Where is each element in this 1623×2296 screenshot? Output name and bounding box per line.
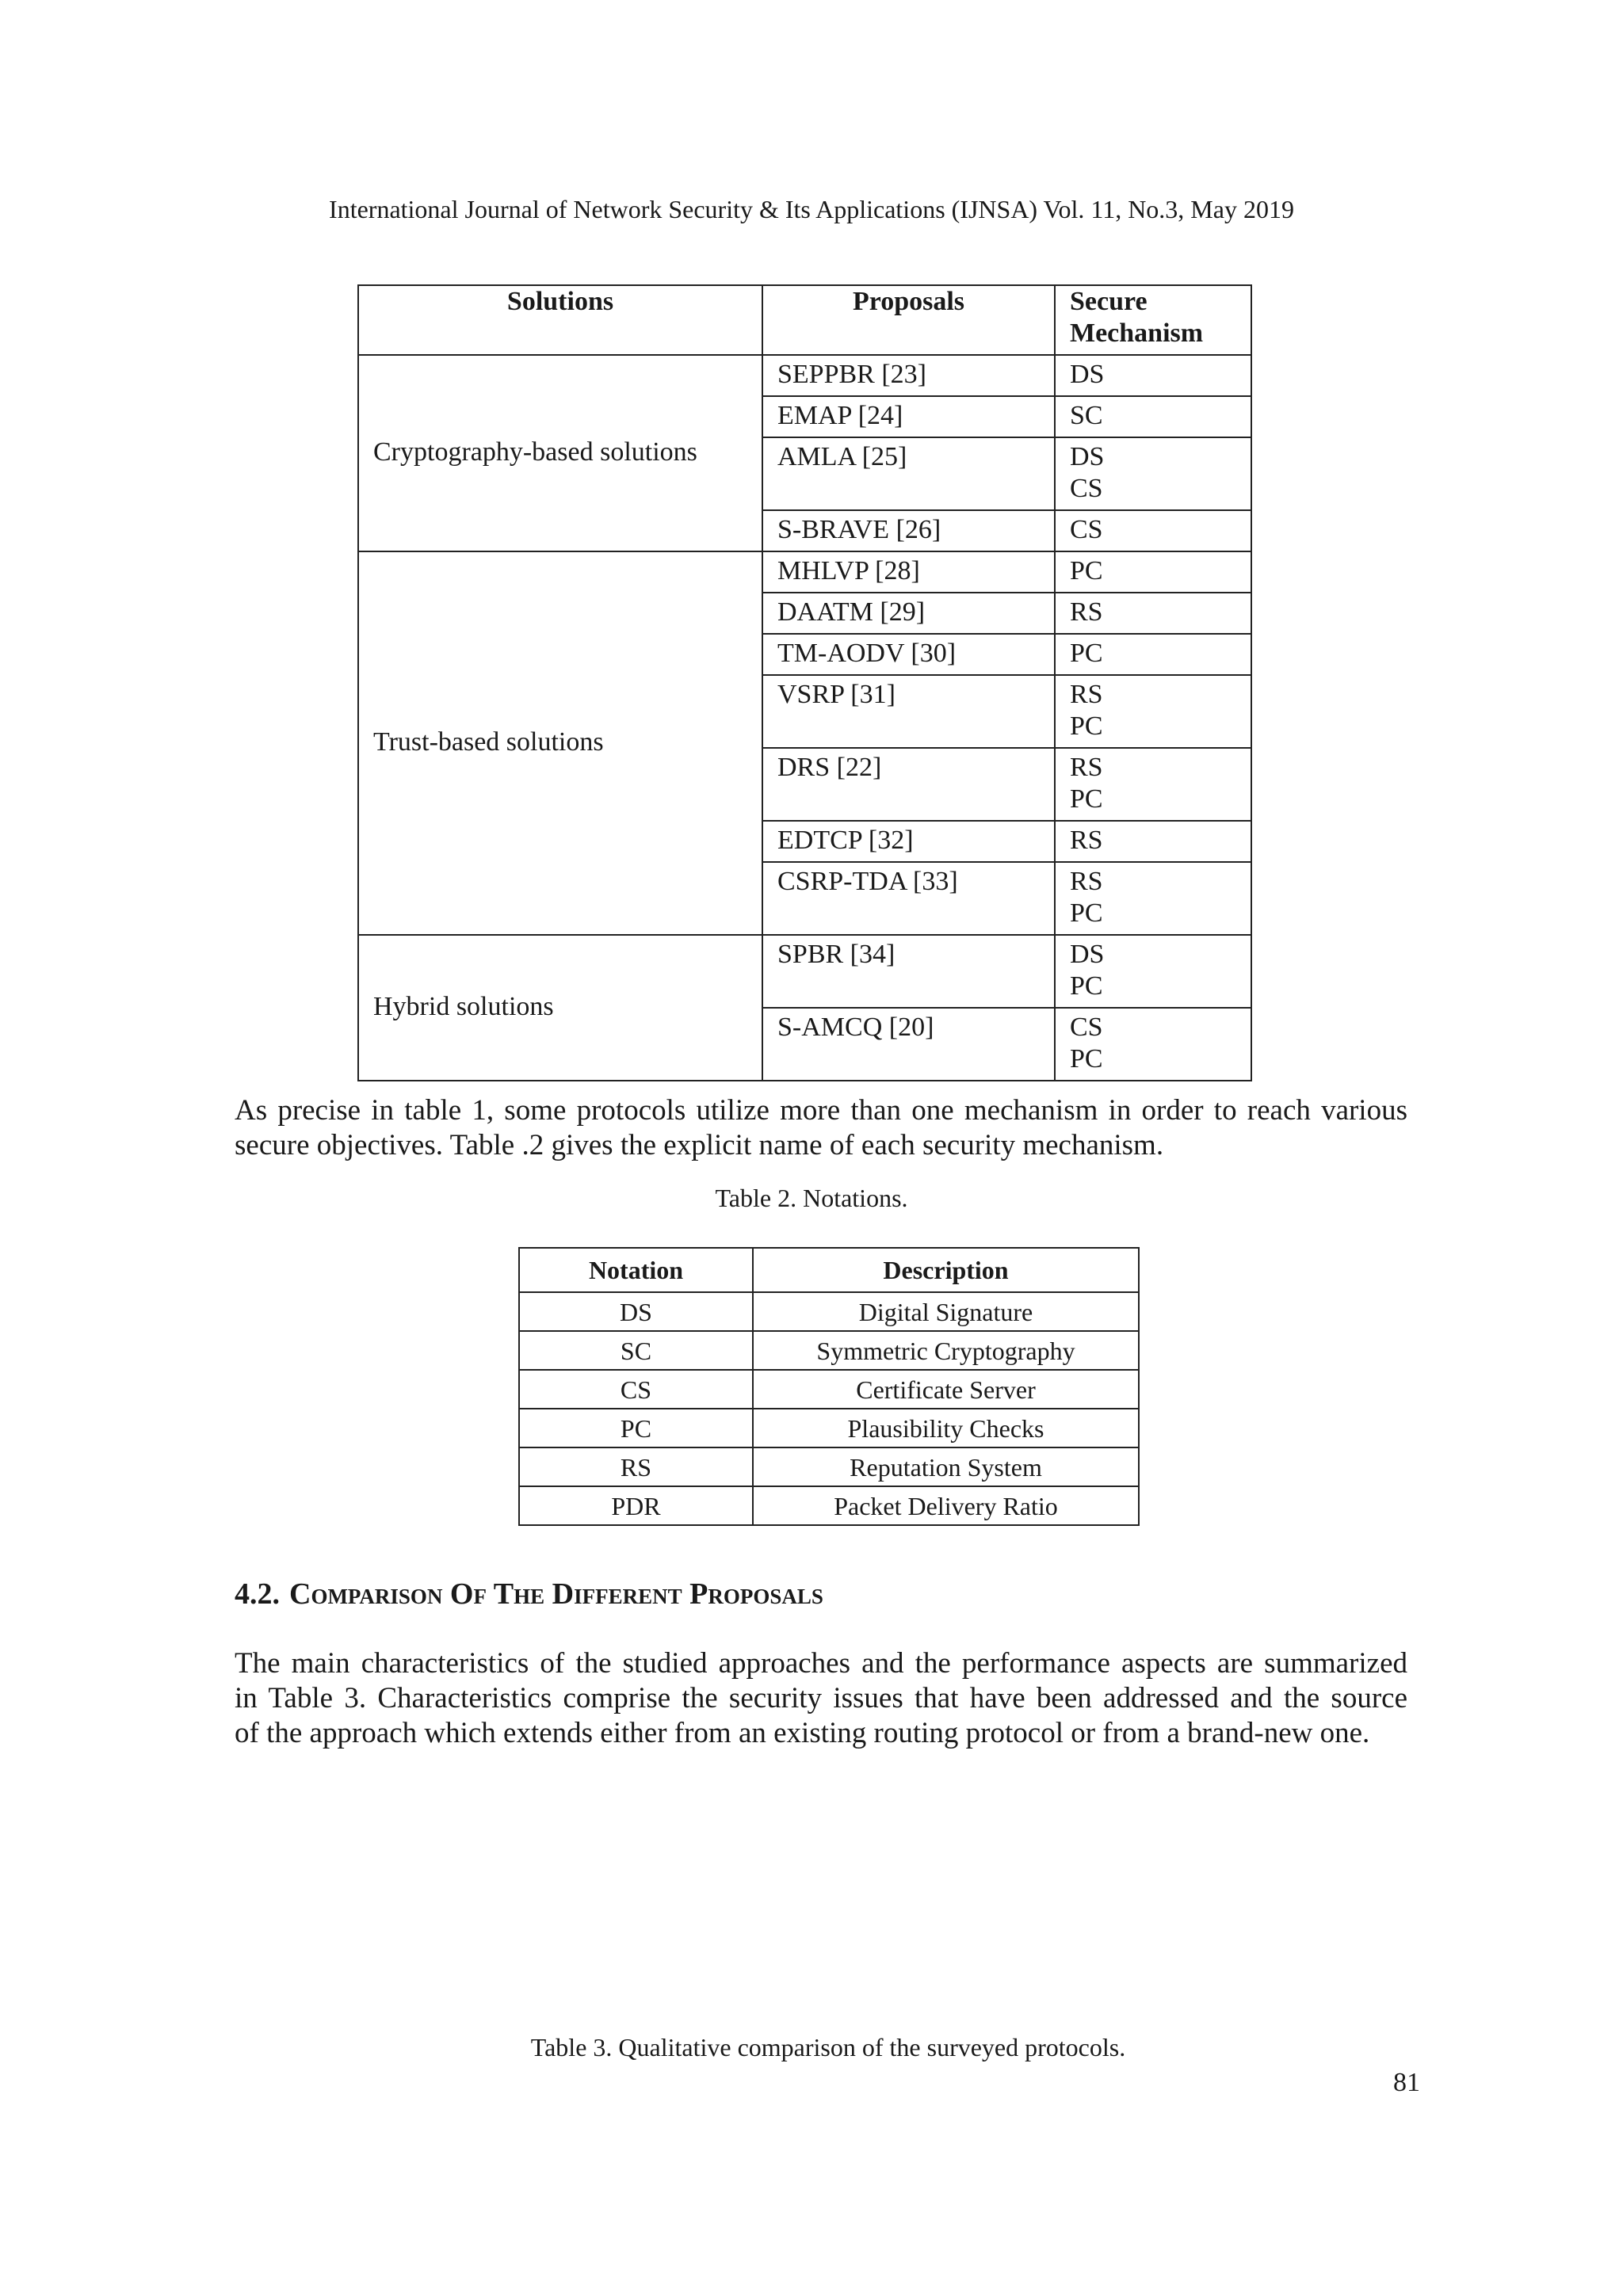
description-cell: Digital Signature xyxy=(753,1292,1139,1331)
table-row xyxy=(519,1486,1139,1525)
header-notation: Notation xyxy=(519,1248,753,1292)
table-header-row xyxy=(358,285,1251,355)
section-number: 4.2. xyxy=(235,1577,280,1611)
proposal-cell: AMLA [25] xyxy=(762,437,1055,510)
proposal-cell: MHLVP [28] xyxy=(762,551,1055,593)
notation-cell: PDR xyxy=(519,1486,753,1525)
table-row xyxy=(519,1447,1139,1486)
solution-cell: Trust-based solutions xyxy=(358,551,762,935)
journal-header: International Journal of Network Security & Its Applications (IJNSA) Vol. 11, No.3, May 2019 xyxy=(329,195,1294,223)
section-heading xyxy=(235,1577,823,1611)
table-header-row xyxy=(519,1248,1139,1292)
mechanism-cell: RS PC xyxy=(1055,675,1251,748)
notation-cell: PC xyxy=(519,1409,753,1447)
notation-cell: CS xyxy=(519,1370,753,1409)
paragraph-line: As precise in table 1, some protocols utilize more than one mechanism in order to reach various xyxy=(235,1094,1407,1127)
page-number: 81 xyxy=(1393,2068,1420,2097)
table2-caption: Table 2. Notations. xyxy=(715,1184,908,1212)
header-description: Description xyxy=(753,1248,1139,1292)
paragraph-intro-table2 xyxy=(235,1093,1407,1163)
description-cell: Symmetric Cryptography xyxy=(753,1331,1139,1370)
paragraph-comparison xyxy=(235,1646,1407,1751)
mechanism-cell: RS xyxy=(1055,821,1251,862)
mechanism-cell: PC xyxy=(1055,551,1251,593)
section-title: Comparison Of The Different Proposals xyxy=(289,1577,823,1611)
mechanism-cell: CS PC xyxy=(1055,1008,1251,1081)
paragraph-line: secure objectives. Table .2 gives the explicit name of each security mechanism. xyxy=(235,1129,1164,1161)
mechanism-cell: DS PC xyxy=(1055,935,1251,1008)
description-cell: Plausibility Checks xyxy=(753,1409,1139,1447)
header-secure-mechanism: Secure Mechanism xyxy=(1055,285,1251,355)
table-row xyxy=(358,355,1251,396)
table-row xyxy=(358,935,1251,1008)
proposal-cell: EMAP [24] xyxy=(762,396,1055,437)
proposal-cell: S-BRAVE [26] xyxy=(762,510,1055,551)
table3-caption: Table 3. Qualitative comparison of the surveyed protocols. xyxy=(530,2033,1126,2061)
notation-cell: RS xyxy=(519,1447,753,1486)
description-cell: Reputation System xyxy=(753,1447,1139,1486)
mechanism-cell: RS PC xyxy=(1055,748,1251,821)
table-row xyxy=(519,1292,1139,1331)
table-row xyxy=(358,551,1251,593)
notations-table xyxy=(518,1247,1140,1526)
mechanisms-table xyxy=(357,284,1252,1081)
header-proposals: Proposals xyxy=(762,285,1055,355)
mechanism-cell: SC xyxy=(1055,396,1251,437)
description-cell: Packet Delivery Ratio xyxy=(753,1486,1139,1525)
mechanism-cell: CS xyxy=(1055,510,1251,551)
proposal-cell: SEPPBR [23] xyxy=(762,355,1055,396)
mechanisms-table-body xyxy=(358,355,1251,1081)
proposal-cell: TM-AODV [30] xyxy=(762,634,1055,675)
table-row xyxy=(519,1409,1139,1447)
proposal-cell: SPBR [34] xyxy=(762,935,1055,1008)
solution-cell: Cryptography-based solutions xyxy=(358,355,762,551)
table-row xyxy=(519,1370,1139,1409)
proposal-cell: S-AMCQ [20] xyxy=(762,1008,1055,1081)
description-cell: Certificate Server xyxy=(753,1370,1139,1409)
proposal-cell: DRS [22] xyxy=(762,748,1055,821)
proposal-cell: CSRP-TDA [33] xyxy=(762,862,1055,935)
mechanism-cell: RS xyxy=(1055,593,1251,634)
notation-cell: DS xyxy=(519,1292,753,1331)
proposal-cell: EDTCP [32] xyxy=(762,821,1055,862)
table-row xyxy=(519,1331,1139,1370)
mechanism-cell: DS xyxy=(1055,355,1251,396)
mechanism-cell: PC xyxy=(1055,634,1251,675)
paragraph-line: in Table 3. Characteristics comprise the security issues that have been addressed and the source xyxy=(235,1682,1407,1714)
notation-cell: SC xyxy=(519,1331,753,1370)
paragraph-line: The main characteristics of the studied approaches and the performance aspects are summarized xyxy=(235,1647,1407,1680)
paragraph-line: of the approach which extends either from an existing routing protocol or from a brand-new one. xyxy=(235,1717,1370,1749)
solution-cell: Hybrid solutions xyxy=(358,935,762,1081)
mechanism-cell: RS PC xyxy=(1055,862,1251,935)
proposal-cell: DAATM [29] xyxy=(762,593,1055,634)
mechanism-cell: DS CS xyxy=(1055,437,1251,510)
header-solutions: Solutions xyxy=(358,285,762,355)
proposal-cell: VSRP [31] xyxy=(762,675,1055,748)
